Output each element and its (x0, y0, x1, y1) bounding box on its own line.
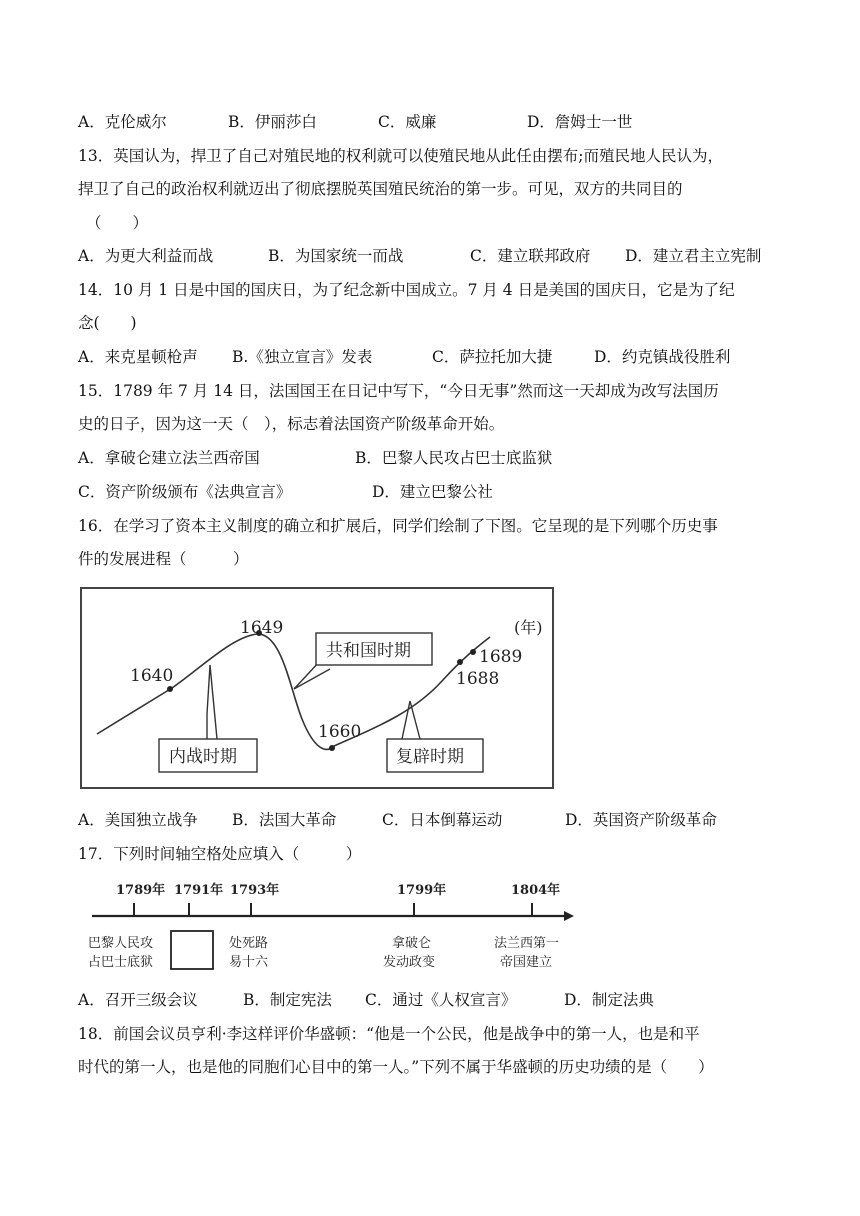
blank-box-1791[interactable] (171, 931, 213, 969)
event-1799-line2: 发动政变 (383, 955, 436, 970)
event-1799-line1: 拿破仑 (392, 936, 432, 951)
q16-option-a[interactable]: A．美国独立战争 (78, 811, 198, 829)
q14-option-d[interactable]: D．约克镇战役胜利 (594, 348, 731, 366)
q13-stem-line1: 13．英国认为，捍卫了自己对殖民地的权利就可以使殖民地从此任由摆布;而殖民地人民认为， (78, 147, 723, 165)
q18-stem-line2: 时代的第一人，也是他的同胞们心目中的第一人。”下列不属于华盛顿的历史功绩的是（ ） (78, 1058, 714, 1076)
q13-option-c[interactable]: C．建立联邦政府 (470, 247, 591, 265)
event-1804-line1: 法兰西第一 (494, 936, 560, 951)
q17-stem: 17．下列时间轴空格处应填入（ ） (78, 845, 362, 863)
q12-option-d[interactable]: D．詹姆士一世 (527, 113, 633, 131)
q16-option-c[interactable]: C．日本倒幕运动 (382, 811, 503, 829)
label-1660: 1660 (318, 722, 362, 742)
q17-option-a[interactable]: A．召开三级会议 (78, 991, 198, 1009)
callout-restoration-pointer (402, 701, 420, 739)
label-1688: 1688 (456, 669, 500, 689)
q14-option-c[interactable]: C．萨拉托加大捷 (432, 348, 553, 366)
event-1789-line2: 占巴士底狱 (88, 955, 154, 970)
q16-option-d[interactable]: D．英国资产阶级革命 (565, 811, 717, 829)
label-restoration: 复辟时期 (396, 747, 464, 767)
label-1649: 1649 (240, 618, 284, 638)
q14-stem-line1: 14．10 月 1 日是中国的国庆日，为了纪念新中国成立。7 月 4 日是美国的国庆日，它是为了纪 (78, 281, 735, 299)
q12-option-c[interactable]: C．威廉 (378, 113, 437, 131)
label-1689: 1689 (479, 647, 523, 667)
q17-timeline-figure (86, 875, 586, 985)
label-unit-year: (年) (514, 618, 543, 637)
q12-option-a[interactable]: A．克伦威尔 (78, 113, 167, 131)
label-1640: 1640 (130, 666, 174, 686)
q16-figure-english-revolution (80, 587, 554, 789)
point-1660 (329, 745, 335, 751)
q16-figure-svg (82, 589, 552, 787)
q15-option-b[interactable]: B．巴黎人民攻占巴士底监狱 (355, 449, 553, 467)
point-1689 (470, 649, 476, 655)
label-republic: 共和国时期 (326, 641, 411, 661)
q13-option-d[interactable]: D．建立君主立宪制 (625, 247, 762, 265)
q15-stem-line2: 史的日子，因为这一天（ ），标志着法国资产阶级革命开始。 (78, 415, 505, 433)
q18-stem-line1: 18．前国会议员亨利·李这样评价华盛顿：“他是一个公民，他是战争中的第一人，也是和平 (78, 1025, 700, 1043)
year-1793: 1793年 (230, 883, 280, 898)
point-1640 (167, 686, 173, 692)
point-1688 (457, 659, 463, 665)
q16-stem-line1: 16．在学习了资本主义制度的确立和扩展后，同学们绘制了下图。它呈现的是下列哪个历史事 (78, 517, 718, 535)
q15-option-d[interactable]: D．建立巴黎公社 (372, 483, 493, 501)
event-1789-line1: 巴黎人民攻 (88, 936, 154, 951)
q14-stem-line2: 念( ) (78, 314, 137, 332)
q12-option-b[interactable]: B．伊丽莎白 (228, 113, 317, 131)
event-1804-line2: 帝国建立 (500, 955, 553, 970)
q13-option-b[interactable]: B．为国家统一而战 (268, 247, 404, 265)
event-1793-line1: 处死路 (229, 936, 269, 951)
q17-option-c[interactable]: C．通过《人权宣言》 (365, 991, 517, 1009)
q17-timeline-svg (86, 875, 586, 985)
q17-option-d[interactable]: D．制定法典 (564, 991, 654, 1009)
q16-option-b[interactable]: B．法国大革命 (232, 811, 337, 829)
year-1789: 1789年 (116, 883, 166, 898)
q13-stem-line2: 捍卫了自己的政治权利就迈出了彻底摆脱英国殖民统治的第一步。可见，双方的共同目的 (78, 180, 683, 198)
q14-option-a[interactable]: A．来克星顿枪声 (78, 348, 198, 366)
q15-option-c[interactable]: C．资产阶级颁布《法典宣言》 (78, 483, 292, 501)
timeline-arrow (564, 911, 574, 921)
callout-civil-war-pointer (207, 665, 217, 739)
q17-option-b[interactable]: B．制定宪法 (243, 991, 332, 1009)
q13-option-a[interactable]: A．为更大利益而战 (78, 247, 214, 265)
q16-stem-line2: 件的发展进程（ ） (78, 550, 249, 568)
event-1793-line2: 易十六 (229, 955, 269, 970)
q14-option-b[interactable]: B.《独立宣言》发表 (232, 348, 373, 366)
year-1799: 1799年 (397, 883, 447, 898)
label-civil-war: 内战时期 (169, 747, 237, 767)
year-1791: 1791年 (174, 883, 224, 898)
q13-answer-blank: （ ） (86, 214, 149, 232)
q15-option-a[interactable]: A．拿破仑建立法兰西帝国 (78, 449, 260, 467)
q15-stem-line1: 15．1789 年 7 月 14 日，法国国王在日记中写下，“今日无事”然而这一天却成为改写法国历 (78, 382, 719, 400)
year-1804: 1804年 (511, 883, 561, 898)
